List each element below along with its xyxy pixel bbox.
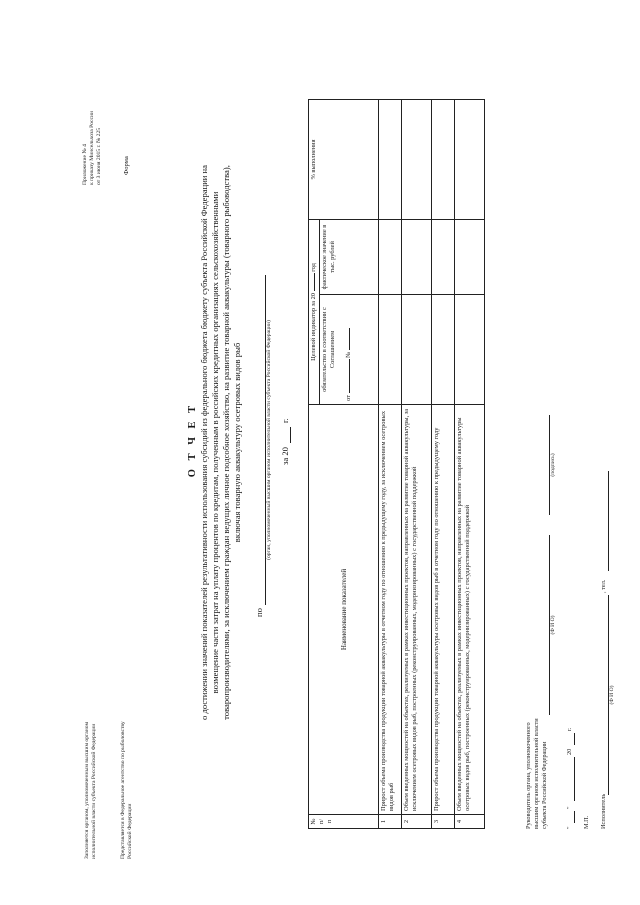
signatory-title [525,629,549,829]
table-row [455,99,485,828]
fio-caption: (Ф И О) [550,615,556,635]
row-number: 3 [432,815,455,829]
appendix-line-1: Приложение № 4 [82,144,88,185]
row-actual-cell[interactable] [379,219,402,294]
phone-label: , тел. [600,579,607,593]
column-actual-header: фактическое значение в тыс. рублей [320,219,379,294]
table-row [402,99,432,828]
period-label: за 20 [280,447,290,465]
row-text: Прирост объема производства продукции товарной аквакультуры осетровых видов рыб в отчетном году по отношению к предыдущему году [432,405,455,815]
stamp-label: М.П. [583,815,590,829]
row-mandatory-cell[interactable] [455,295,485,405]
table-row [379,99,402,828]
row-percent-cell[interactable] [455,99,485,219]
report-subtitle [199,130,243,755]
row-text: Прирост объема производства продукции товарной аквакультуры в отчетном году по отношению к предыдущему году, за исключением осетровых видов рыб [379,405,402,815]
row-actual-cell[interactable] [432,219,455,294]
executor-label: Исполнитель [600,793,607,829]
column-name-header: Наименование показателей [309,405,379,815]
signature-caption: (подпись) [550,453,556,477]
column-number-header: № п/п [309,815,379,829]
organ-caption: (орган, уполномоченный высшим органом исполнительной власти субъекта Российской Федерации) [266,320,272,560]
day-fill-line [574,811,575,823]
instruction-line-3: Представляется в Федеральное агентство по рыболовству [120,721,126,859]
row-actual-cell[interactable] [455,219,485,294]
report-table [308,99,485,829]
target-year-label: год [310,263,317,272]
date-year-prefix: 20 [566,748,573,755]
subtitle-line-4: включая товарную аквакультуру осетровых видов рыб [232,342,242,543]
report-title: О Т Ч Е Т [187,402,198,478]
agreement-ot: от [345,395,352,401]
po-label: по [254,608,264,617]
fill-instructions [84,619,134,859]
row-number: 4 [455,815,485,829]
appendix-note [82,25,130,185]
date-year-suffix: г. [566,727,573,731]
column-target-header [309,219,320,404]
column-mandatory-header [320,295,379,405]
appendix-line-3: от 3 июня 2015 г. № 225 [96,127,102,185]
signatory-line-2: высшим органом исполнительной власти [533,718,540,829]
instruction-line-4: Российской Федерации [127,803,133,859]
agreement-ref [345,298,353,401]
row-text: Объем введенных мощностей на объектах, реализуемых в рамках инвестиционных проектов, направленных на развитие товарной аквакультуры осетровых видов рыб, построенных (реконструированных, модернизированных) с государственной поддержкой [455,405,485,815]
instruction-line-1: Заполняется органом, уполномоченным высшим органом [84,721,90,859]
year-suffix: г. [280,418,290,423]
row-percent-cell[interactable] [402,99,432,219]
appendix-line-2: к приказу Минсельхоза России [89,111,95,185]
subtitle-line-3: товаропроизводителями, за исключением граждан ведущих личное подсобное хозяйство, на развитие товарной аквакультуры (товарного рыбоводства), [221,165,231,720]
row-number: 2 [402,815,432,829]
row-text: Объем введенных мощностей на объектах, реализуемых в рамках инвестиционных проектов, направленных на развитие товарной аквакультуры, за исключением осетровых видов рыб, построенных (реконструированных, модернизированных) с государственной поддержкой [402,405,432,815]
target-year-fill [314,273,315,291]
row-mandatory-cell[interactable] [402,295,432,405]
form-label: Форма [123,156,130,175]
row-mandatory-cell[interactable] [432,295,455,405]
signatory-line-3: субъекта Российской Федерации [541,741,548,829]
row-actual-cell[interactable] [402,219,432,294]
instruction-line-2: исполнительной власти субъекта Российской Федерации [91,723,97,859]
row-number: 1 [379,815,402,829]
row-percent-cell[interactable] [379,99,402,219]
column-percent-header: % выполнения [309,99,379,219]
table-header-row-1 [309,99,320,828]
agreement-date-fill [349,359,350,393]
table-row [432,99,455,828]
date-open-quote: " [566,826,573,829]
mandatory-label: обязательство в соответствии с Соглашением [321,307,336,392]
target-label: Целевой индикатор за 20 [310,293,317,361]
subtitle-line-1: о достижении значений показателей результативности использования субсидий из федерального бюджета бюджету субъекта Российской Федерации на [199,165,209,720]
date-close-quote: " [566,806,573,809]
row-mandatory-cell[interactable] [379,295,402,405]
phone-fill-line [608,471,609,571]
year-fill-line [290,427,291,443]
row-percent-cell[interactable] [432,99,455,219]
date-year-fill [574,733,575,745]
subtitle-line-2: возмещение части затрат на уплату процентов по кредитам, полученным в российских кредитных организациях сельскохозяйственными [210,191,220,694]
agreement-number-fill [349,328,350,350]
executor-fio-caption: (Ф И О) [609,685,615,705]
agreement-no: № [345,351,352,358]
month-fill-line [574,757,575,801]
signatory-line-1: Руководитель органа, уполномоченного [525,722,532,829]
